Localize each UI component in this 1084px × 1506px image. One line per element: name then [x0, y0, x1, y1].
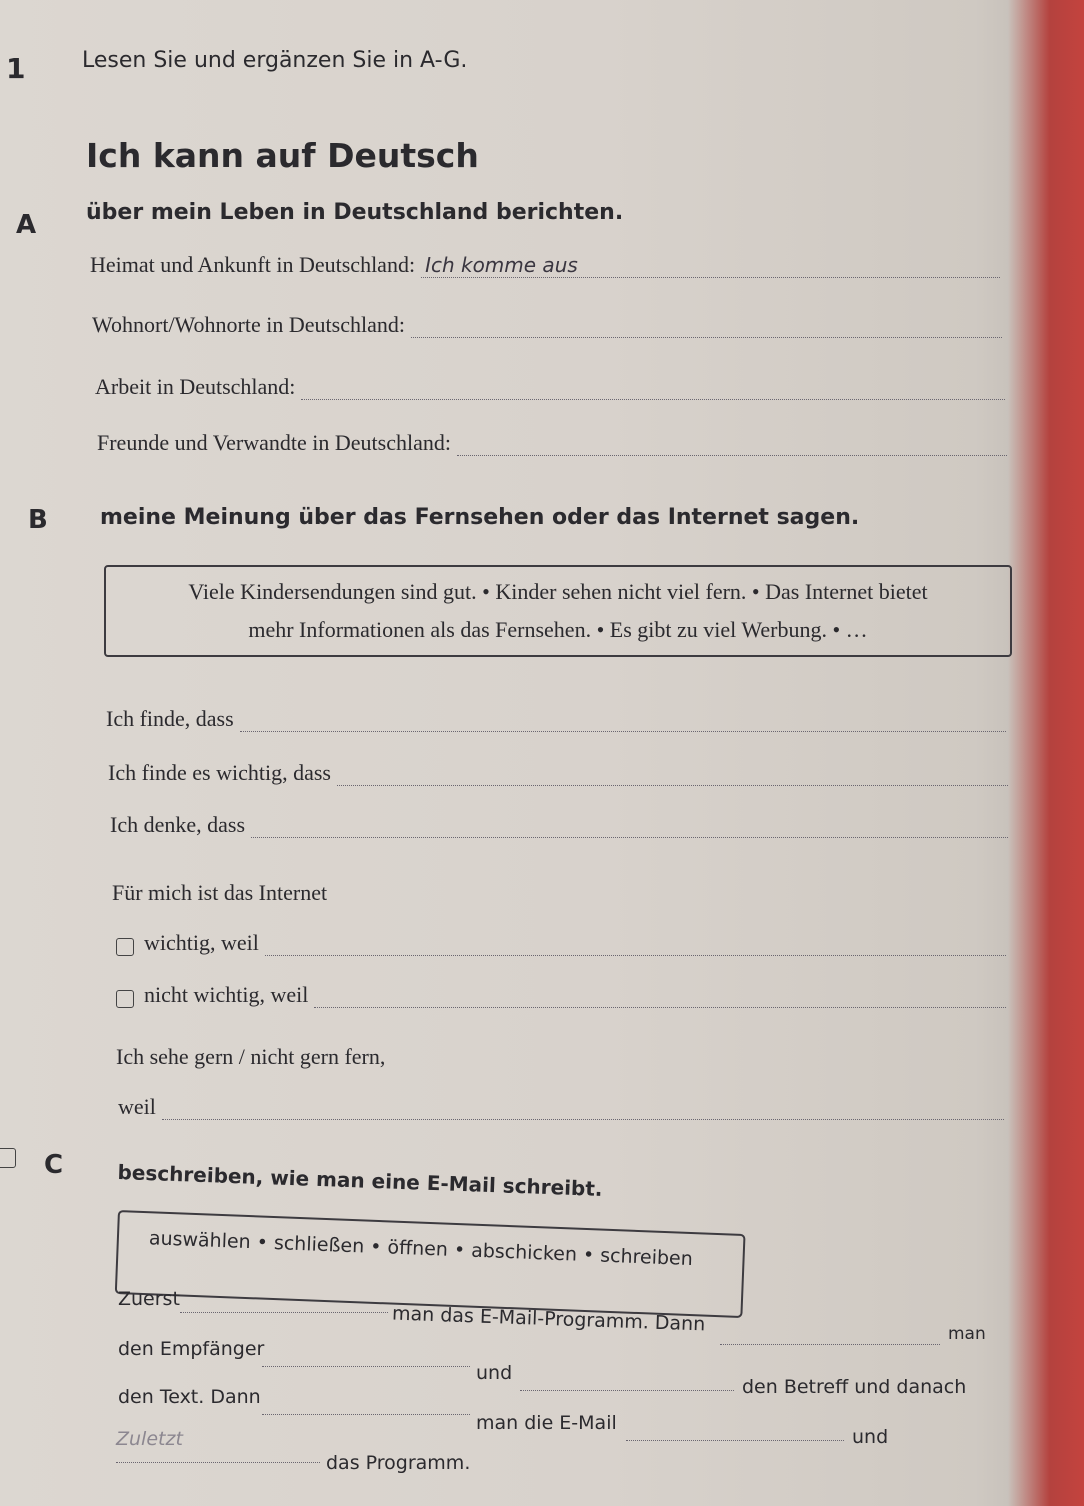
blank-2[interactable]	[720, 1344, 940, 1345]
option-label: nicht wichtig, weil	[144, 982, 309, 1007]
prompt-row	[110, 812, 1008, 838]
answer-field[interactable]	[265, 936, 1006, 956]
page-edge	[1008, 0, 1084, 1506]
section-b-title: meine Meinung über das Fernsehen oder das Internet sagen.	[100, 505, 860, 530]
prompt-row	[108, 760, 1008, 786]
blank-5[interactable]	[262, 1414, 470, 1415]
section-a-row-heimat	[90, 252, 1000, 278]
cloze-und-1: und	[476, 1362, 513, 1384]
answer-field[interactable]	[251, 818, 1008, 838]
cloze-zuerst: Zuerst	[118, 1288, 180, 1310]
cloze-text-1: man das E-Mail-Programm. Dann	[391, 1302, 706, 1336]
checkbox[interactable]	[116, 990, 134, 1008]
section-a-letter: A	[16, 210, 37, 240]
section-c-letter: C	[44, 1150, 64, 1180]
examples-line-1: Viele Kindersendungen sind gut. • Kinder sehen nicht viel fern. • Das Internet bietet	[188, 579, 928, 604]
answer-field[interactable]	[421, 253, 1000, 278]
blank-1[interactable]	[180, 1312, 388, 1313]
prompt-label: Ich denke, dass	[110, 812, 246, 837]
answer-field[interactable]	[457, 436, 1007, 456]
exercise-instruction: Lesen Sie und ergänzen Sie in A-G.	[82, 48, 468, 73]
word-box: auswählen • schließen • öffnen • abschicken • schreiben	[115, 1210, 746, 1318]
cloze-und-2: und	[852, 1426, 889, 1448]
blank-4[interactable]	[520, 1390, 734, 1391]
opinion-examples-box	[104, 565, 1012, 657]
section-a-row-freunde	[97, 430, 1007, 456]
page-title: Ich kann auf Deutsch	[86, 136, 479, 175]
blank-3[interactable]	[262, 1366, 470, 1367]
tv-statement: Ich sehe gern / nicht gern fern,	[116, 1044, 386, 1069]
prompt-row	[106, 706, 1006, 732]
checkbox[interactable]	[0, 1148, 16, 1168]
section-b-letter: B	[28, 505, 48, 535]
section-c-title: beschreiben, wie man eine E-Mail schreibt.	[117, 1160, 603, 1201]
blank-7[interactable]	[116, 1462, 320, 1463]
option-row-nicht-wichtig	[116, 982, 1006, 1008]
row-label: Heimat und Ankunft in Deutschland:	[90, 252, 416, 277]
weil-row	[118, 1094, 1004, 1120]
answer-field[interactable]	[337, 766, 1008, 786]
weil-label: weil	[118, 1094, 156, 1119]
handwritten-answer: Ich komme aus	[425, 253, 578, 277]
cloze-programm: das Programm.	[326, 1452, 471, 1474]
blank-6[interactable]	[626, 1440, 844, 1441]
answer-field[interactable]	[240, 712, 1006, 732]
handwritten-faded: Zuletzt	[116, 1428, 183, 1450]
option-label: wichtig, weil	[144, 930, 259, 955]
option-row-wichtig	[116, 930, 1006, 956]
row-label: Arbeit in Deutschland:	[95, 374, 296, 399]
answer-field[interactable]	[314, 988, 1006, 1008]
cloze-dentext: den Text. Dann	[118, 1386, 261, 1408]
prompt-label: Ich finde, dass	[106, 706, 234, 731]
cloze-text-2: man die E-Mail	[476, 1412, 617, 1434]
cloze-betreff: den Betreff und danach	[742, 1376, 967, 1398]
cloze-man: man	[948, 1324, 986, 1344]
checkbox[interactable]	[116, 938, 134, 956]
answer-field[interactable]	[162, 1100, 1004, 1120]
answer-field[interactable]	[411, 318, 1002, 338]
row-label: Freunde und Verwandte in Deutschland:	[97, 430, 451, 455]
section-a-row-wohnort	[92, 312, 1002, 338]
section-a-title: über mein Leben in Deutschland berichten.	[86, 200, 624, 225]
section-a-row-arbeit	[95, 374, 1005, 400]
cloze-empfaenger: den Empfänger	[118, 1338, 265, 1360]
prompt-label: Ich finde es wichtig, dass	[108, 760, 331, 785]
internet-label: Für mich ist das Internet	[112, 880, 328, 905]
row-label: Wohnort/Wohnorte in Deutschland:	[92, 312, 405, 337]
exercise-number: 1	[6, 52, 26, 85]
examples-line-2: mehr Informationen als das Fernsehen. • Es gibt zu viel Werbung. • …	[248, 617, 868, 642]
answer-field[interactable]	[301, 380, 1005, 400]
